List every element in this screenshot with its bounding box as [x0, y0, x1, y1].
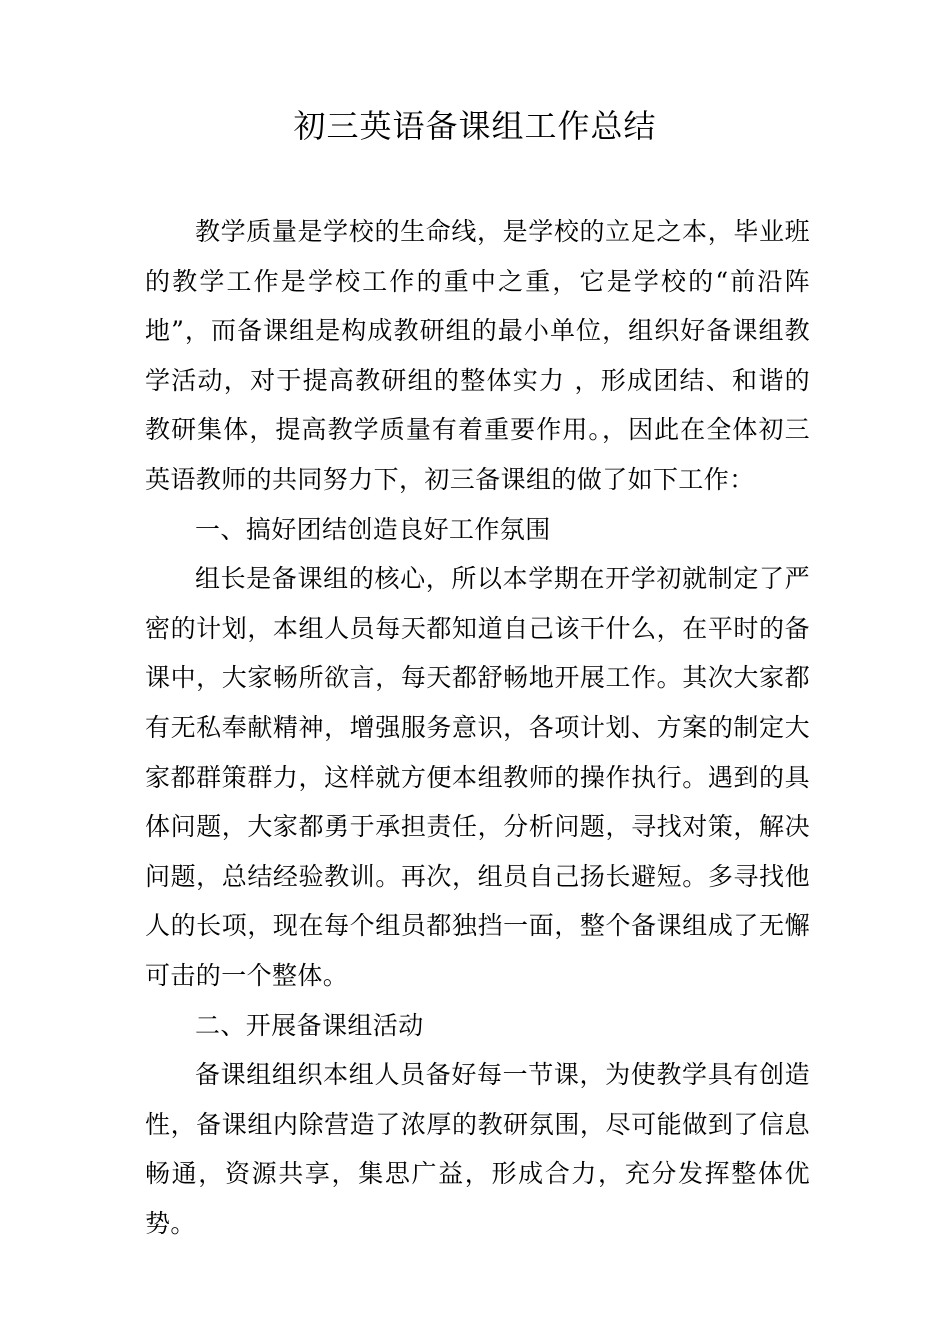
paragraph-section-1: 组长是备课组的核心，所以本学期在开学初就制定了严密的计划，本组人员每天都知道自己该干什么，在平时的备课中，大家畅所欲言，每天都舒畅地开展工作。其次大家都有无私奉献精神，增强服务意识，各项计划、方案的制定大家都群策群力，这样就方便本组教师的操作执行。遇到的具体问题，大家都勇于承担责任，分析问题，寻找对策，解决问题，总结经验教训。再次，组员自己扬长避短。多寻找他人的长项，现在每个组员都独挡一面，整个备课组成了无懈可击的一个整体。 [145, 564, 810, 990]
paragraph-section-2: 备课组组织本组人员备好每一节课，为使教学具有创造性，备课组内除营造了浓厚的教研氛围，尽可能做到了信息畅通，资源共享，集思广益，形成合力，充分发挥整体优势。 [145, 1060, 810, 1238]
paragraph-intro: 教学质量是学校的生命线，是学校的立足之本，毕业班的教学工作是学校工作的重中之重，它是学校的“前沿阵地”，而备课组是构成教研组的最小单位，组织好备课组教学活动，对于提高教研组的整体实力 ，形成团结、和谐的教研集体，提高教学质量有着重要作用。，因此在全体初三英语教师的共同努力下，初三备课组的做了如下工作： [145, 217, 810, 494]
document-body [145, 207, 810, 1248]
section-heading-2: 二、开展备课组活动 [195, 1010, 424, 1040]
section-heading-1: 一、搞好团结创造良好工作氛围 [195, 514, 551, 544]
document-title: 初三英语备课组工作总结 [293, 107, 657, 145]
